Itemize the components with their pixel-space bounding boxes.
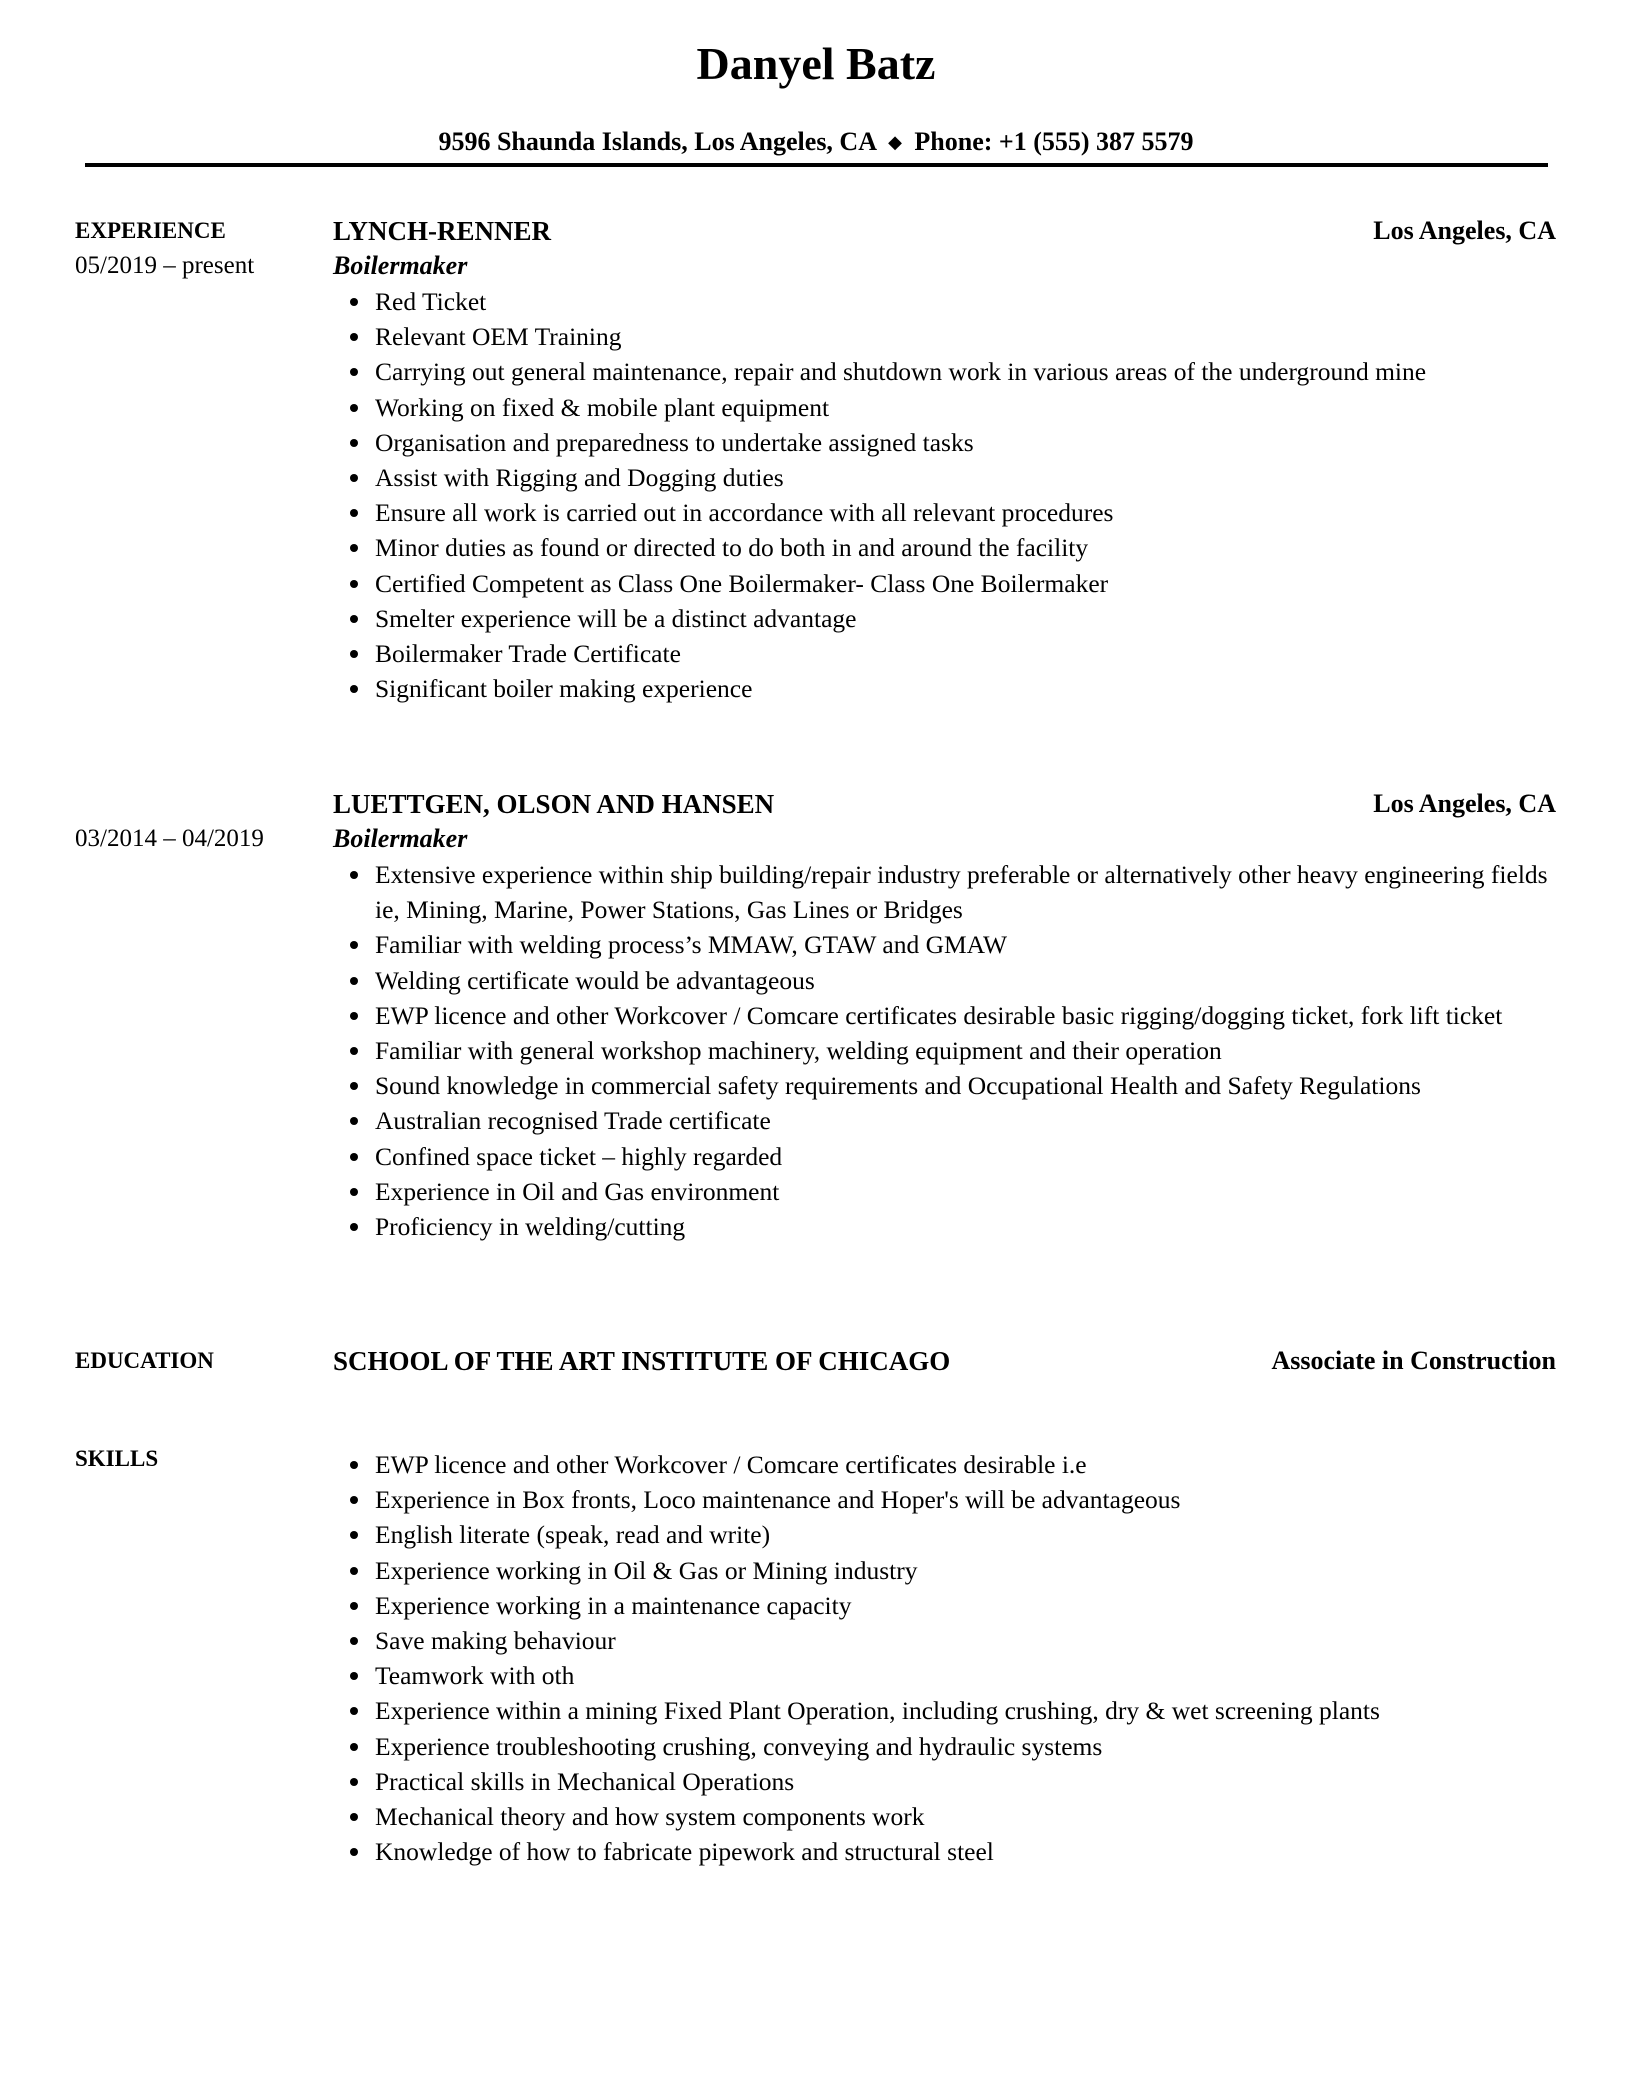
bullet-icon [350,1672,358,1680]
bullet-icon [350,509,358,517]
job-title: Boilermaker [333,251,468,280]
list-item: Minor duties as found or directed to do both in and around the facility [333,530,1563,565]
list-item: Boilermaker Trade Certificate [333,636,1563,671]
job-location: Los Angeles, CA [1373,789,1556,818]
bullet-icon [350,977,358,985]
school-name: SCHOOL OF THE ART INSTITUTE OF CHICAGO [333,1346,951,1376]
list-item: Welding certificate would be advantageous [333,963,1563,998]
list-item: Australian recognised Trade certificate [333,1103,1563,1138]
section-label-education: EDUCATION [75,1348,214,1373]
list-item: Extensive experience within ship building/repair industry preferable or alternatively other heavy engineering fields ie, Mining, Marine, Power Stations, Gas Lines or Bridges [333,857,1563,927]
list-item: Experience in Oil and Gas environment [333,1174,1563,1209]
job-dates: 05/2019 – present [75,252,255,279]
job-bullets [333,284,1563,706]
bullet-icon [350,1012,358,1020]
section-label-skills: SKILLS [75,1446,159,1471]
list-item: Proficiency in welding/cutting [333,1209,1563,1244]
section-label-experience: EXPERIENCE [75,218,226,243]
bullet-icon [350,871,358,879]
bullet-icon [350,1743,358,1751]
bullet-icon [350,1188,358,1196]
diamond-icon: ◆ [888,132,902,152]
list-item: Smelter experience will be a distinct advantage [333,601,1563,636]
bullet-icon [350,1567,358,1575]
bullet-icon [350,650,358,658]
list-item: Knowledge of how to fabricate pipework and structural steel [333,1834,1563,1869]
list-item: Mechanical theory and how system components work [333,1799,1563,1834]
bullet-icon [350,1778,358,1786]
bullet-icon [350,941,358,949]
bullet-icon [350,333,358,341]
job-title: Boilermaker [333,824,468,853]
bullet-icon [350,685,358,693]
list-item: Save making behaviour [333,1623,1563,1658]
bullet-icon [350,1848,358,1856]
list-item: Significant boiler making experience [333,671,1563,706]
bullet-icon [350,1223,358,1231]
bullet-icon [350,1602,358,1610]
list-item: Practical skills in Mechanical Operations [333,1764,1563,1799]
list-item: Sound knowledge in commercial safety requirements and Occupational Health and Safety Regulations [333,1068,1563,1103]
header-divider [85,163,1548,167]
list-item: Experience working in a maintenance capacity [333,1588,1563,1623]
bullet-icon [350,368,358,376]
list-item: Red Ticket [333,284,1563,319]
bullet-icon [350,544,358,552]
bullet-icon [350,1082,358,1090]
bullet-icon [350,1461,358,1469]
bullet-icon [350,439,358,447]
company-name: LYNCH-RENNER [333,216,552,246]
contact-line [0,126,1632,160]
list-item: English literate (speak, read and write) [333,1517,1563,1552]
address: 9596 Shaunda Islands, Los Angeles, CA [438,127,876,156]
list-item: EWP licence and other Workcover / Comcare certificates desirable i.e [333,1447,1563,1482]
phone: Phone: +1 (555) 387 5579 [914,127,1194,156]
list-item: Assist with Rigging and Dogging duties [333,460,1563,495]
bullet-icon [350,1153,358,1161]
list-item: Teamwork with oth [333,1658,1563,1693]
list-item: Experience in Box fronts, Loco maintenance and Hoper's will be advantageous [333,1482,1563,1517]
bullet-icon [350,1496,358,1504]
bullet-icon [350,404,358,412]
bullet-icon [350,615,358,623]
bullet-icon [350,1047,358,1055]
bullet-icon [350,580,358,588]
bullet-icon [350,1707,358,1715]
list-item: Familiar with welding process’s MMAW, GTAW and GMAW [333,927,1563,962]
job-bullets [333,857,1563,1244]
bullet-icon [350,474,358,482]
company-name: LUETTGEN, OLSON AND HANSEN [333,789,775,819]
list-item: Relevant OEM Training [333,319,1563,354]
list-item: Experience within a mining Fixed Plant Operation, including crushing, dry & wet screening plants [333,1693,1563,1728]
degree: Associate in Construction [1271,1346,1556,1375]
bullet-icon [350,298,358,306]
candidate-name: Danyel Batz [696,38,936,89]
bullet-icon [350,1637,358,1645]
bullet-icon [350,1813,358,1821]
list-item: Working on fixed & mobile plant equipment [333,390,1563,425]
bullet-icon [350,1117,358,1125]
list-item: Experience working in Oil & Gas or Mining industry [333,1553,1563,1588]
job-dates: 03/2014 – 04/2019 [75,825,264,852]
skills-list [333,1447,1563,1869]
list-item: Ensure all work is carried out in accordance with all relevant procedures [333,495,1563,530]
list-item: Certified Competent as Class One Boilermaker- Class One Boilermaker [333,566,1563,601]
list-item: Organisation and preparedness to undertake assigned tasks [333,425,1563,460]
list-item: Confined space ticket – highly regarded [333,1139,1563,1174]
list-item: Familiar with general workshop machinery, welding equipment and their operation [333,1033,1563,1068]
list-item: EWP licence and other Workcover / Comcare certificates desirable basic rigging/dogging ticket, fork lift ticket [333,998,1563,1033]
list-item: Carrying out general maintenance, repair and shutdown work in various areas of the underground mine [333,354,1563,389]
bullet-icon [350,1531,358,1539]
list-item: Experience troubleshooting crushing, conveying and hydraulic systems [333,1729,1563,1764]
job-location: Los Angeles, CA [1373,216,1556,245]
